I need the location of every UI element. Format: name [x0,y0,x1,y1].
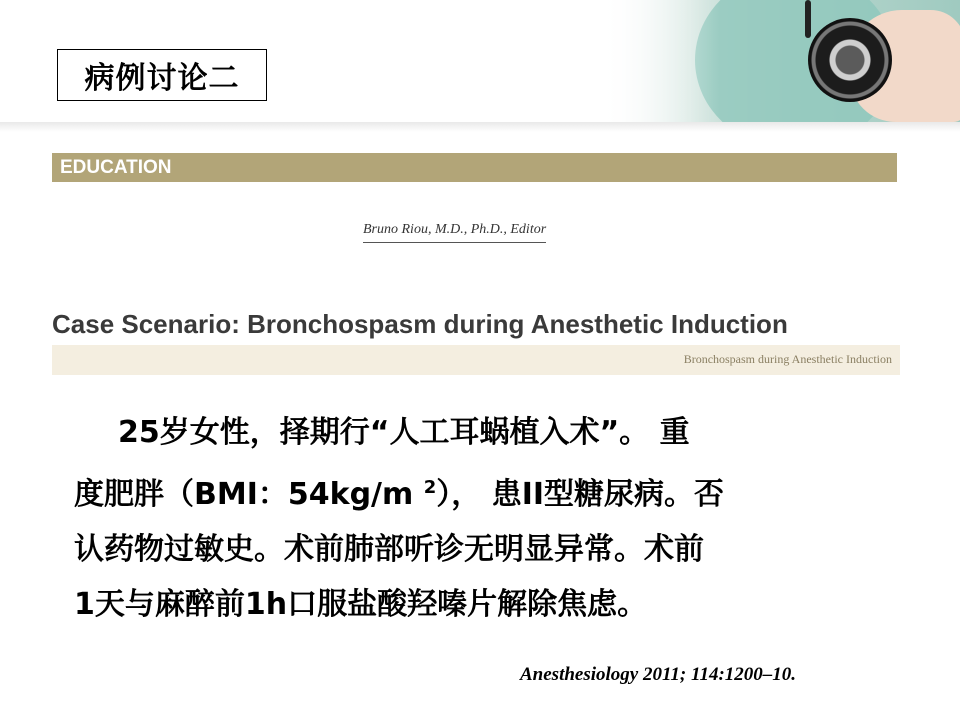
stethoscope-chestpiece-icon [808,18,892,102]
case-description [74,405,874,632]
stethoscope-tube [805,0,811,38]
case-line-2a: 度肥胖（BMI：54kg/m [74,477,424,512]
superscript-2: 2 [423,477,437,498]
slide-title: 病例讨论二 [57,49,267,101]
paper-title: Case Scenario: Bronchospasm during Anesthetic Induction [52,309,788,339]
case-line-4: 1天与麻醉前1h口服盐酸羟嗪片解除焦虑。 [74,587,648,622]
header-shadow [0,122,960,132]
case-line-3: 认药物过敏史。术前肺部听诊无明显异常。术前 [74,532,704,567]
case-line-2 [74,460,874,522]
case-line-2b: ）， 患II型糖尿病。否 [436,477,725,512]
stethoscope-photo [600,0,960,122]
photo-fade [600,0,720,122]
education-bar: EDUCATION [52,153,897,182]
editor-credit: Bruno Riou, M.D., Ph.D., Editor [363,222,546,243]
citation: Anesthesiology 2011; 114:1200–10. [520,664,797,685]
case-line-1: 25岁女性，择期行“人工耳蜗植入术”。 重 [118,415,690,450]
running-head: Bronchospasm during Anesthetic Induction [52,345,900,375]
